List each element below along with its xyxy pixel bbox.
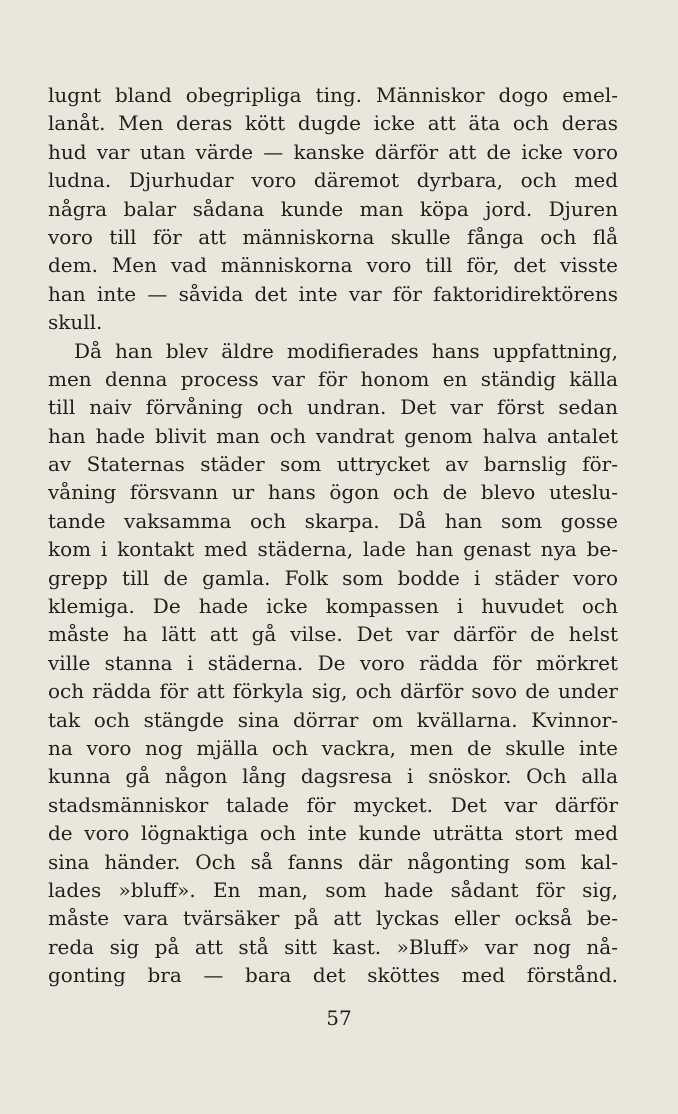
- text-line: några balar sådana kunde man köpa jord. Djuren: [48, 196, 618, 221]
- text-line: hud var utan värde — kanske därför att de icke voro: [48, 139, 618, 164]
- text-line: skull.: [48, 310, 103, 335]
- text-line: Då han blev äldre modifierades hans uppfattning,: [74, 338, 618, 363]
- text-line: men denna process var för honom en ständig källa: [48, 366, 618, 391]
- text-line: dem. Men vad människorna voro till för, det visste: [48, 253, 618, 278]
- text-line: och rädda för att förkyla sig, och därför sovo de under: [48, 679, 618, 704]
- text-line: lanåt. Men deras kött dugde icke att äta och deras: [48, 111, 618, 136]
- text-line: tande vaksamma och skarpa. Då han som gosse: [48, 508, 618, 533]
- text-line: stadsmänniskor talade för mycket. Det var därför: [48, 792, 618, 817]
- text-line: lugnt bland obegripliga ting. Människor dogo emel-: [48, 83, 618, 107]
- text-line: han inte — såvida det inte var för faktoridirektörens: [48, 281, 618, 306]
- text-line: voro till för att människorna skulle fånga och flå: [48, 224, 618, 249]
- text-line: kunna gå någon lång dagsresa i snöskor. Och alla: [48, 764, 618, 789]
- text-line: klemiga. De hade icke kompassen i huvudet och: [48, 594, 618, 619]
- text-line: de voro lögnaktiga och inte kunde uträtta stort med: [48, 821, 618, 846]
- text-line: till naiv förvåning och undran. Det var först sedan: [48, 395, 618, 420]
- text-line: måste vara tvärsäker på att lyckas eller också be-: [48, 906, 618, 931]
- text-line: gonting bra — bara det sköttes med förstånd.: [48, 963, 618, 988]
- text-line: kom i kontakt med städerna, lade han genast nya be-: [48, 537, 618, 562]
- text-line: sina händer. Och så fanns där någonting som kal-: [48, 849, 618, 874]
- text-line: reda sig på att stå sitt kast. »Bluff» var nog nå-: [48, 934, 618, 959]
- text-line: våning försvann ur hans ögon och de blevo uteslu-: [48, 480, 618, 505]
- body-text: [48, 81, 618, 990]
- text-line: tak och stängde sina dörrar om kvällarna. Kvinnor-: [48, 707, 618, 732]
- text-line: av Staternas städer som uttrycket av barnslig för-: [48, 452, 618, 477]
- text-line: na voro nog mjälla och vackra, men de skulle inte: [48, 735, 618, 760]
- text-line: lades »bluff». En man, som hade sådant för sig,: [48, 877, 618, 902]
- page-number: 57: [326, 1006, 352, 1030]
- text-line: ludna. Djurhudar voro däremot dyrbara, och med: [48, 168, 618, 193]
- text-line: grepp till de gamla. Folk som bodde i städer voro: [48, 565, 618, 590]
- text-line: måste ha lätt att gå vilse. Det var därför de helst: [48, 622, 618, 647]
- text-line: ville stanna i städerna. De voro rädda för mörkret: [48, 650, 618, 675]
- text-line: han hade blivit man och vandrat genom halva antalet: [48, 423, 618, 448]
